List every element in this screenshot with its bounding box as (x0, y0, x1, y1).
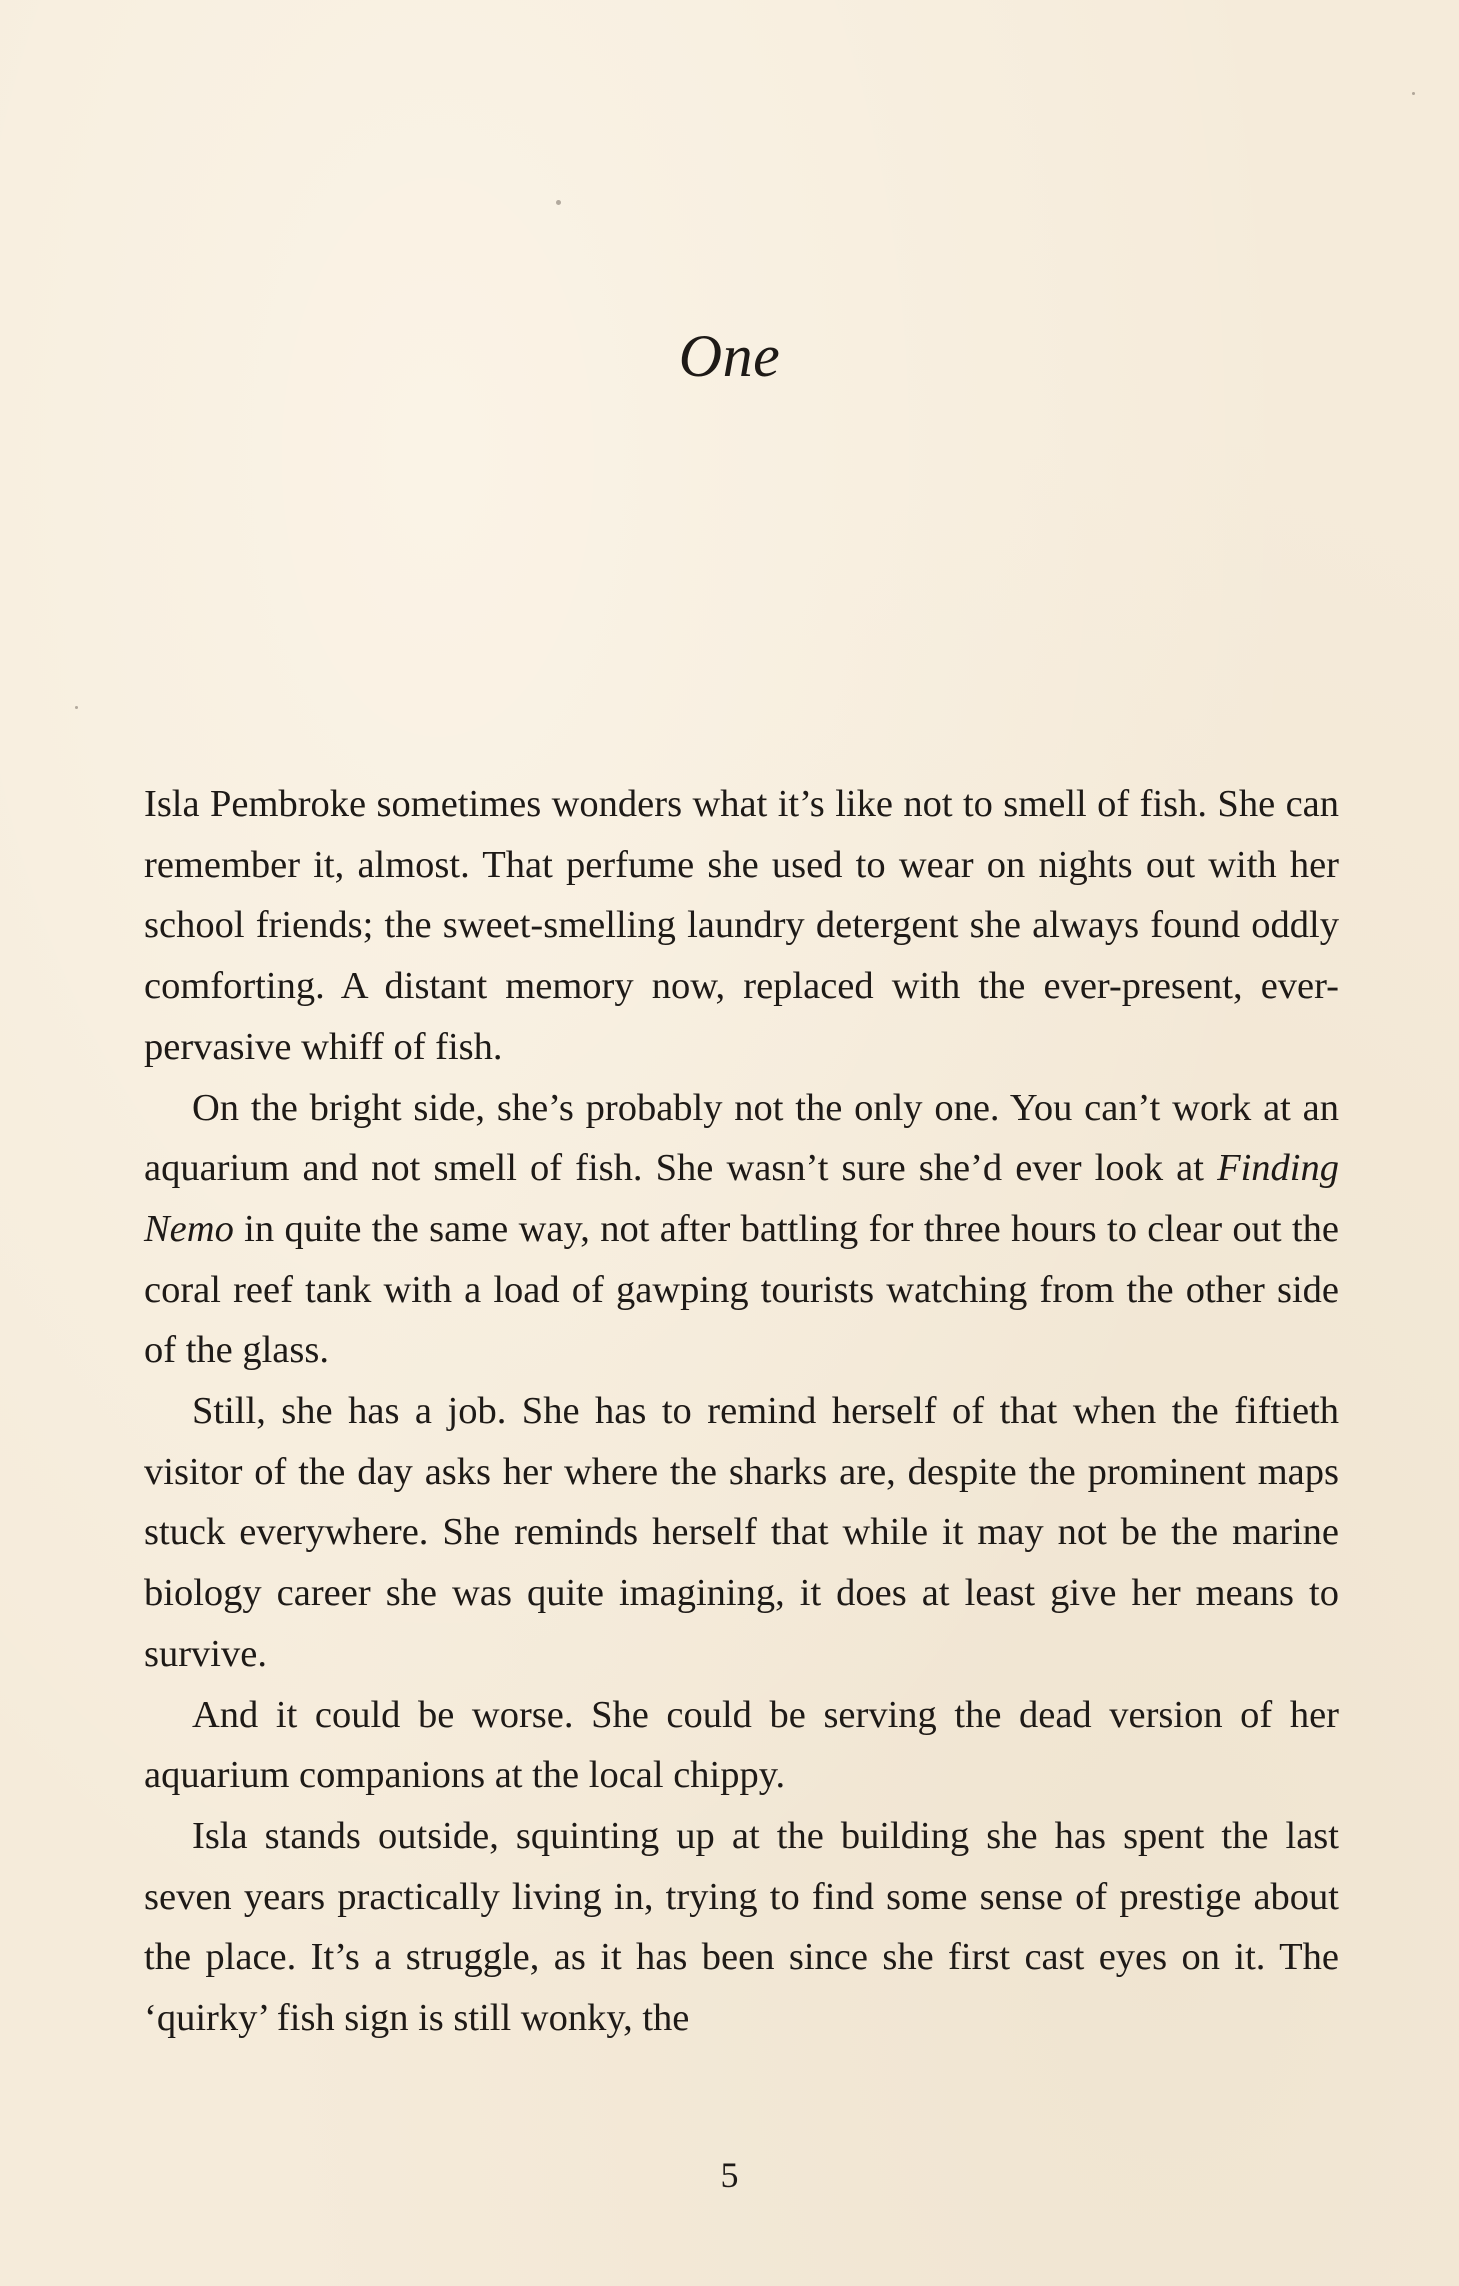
paragraph-5: Isla stands outside, squinting up at the building she has spent the last seven years practically living in, trying to find some sense of prestige about the place. It’s a struggle, as it has been since she first cast eyes on it. The ‘quirky’ fish sign is still wonky, the (144, 1814, 1339, 2040)
paragraph-2-before: On the bright side, she’s probably not the only one. You can’t work at an aquarium and not smell of fish. She wasn’t sure she’d ever look at (144, 1086, 1339, 1190)
paragraph-3: Still, she has a job. She has to remind herself of that when the fiftieth visitor of the day asks her where the sharks are, despite the prominent maps stuck everywhere. She reminds herself that while it may not be the marine biology career she was quite imagining, it does at least give her means to survive. (144, 1390, 1339, 1675)
chapter-title: One (678, 323, 781, 389)
book-title-reference: Finding Nemo (144, 1147, 1339, 1250)
paragraph-1: Isla Pembroke sometimes wonders what it’s like not to smell of fish. She can remember it, almost. That perfume she used to wear on nights out with her school friends; the sweet-smelling laundry detergent she always found oddly comforting. A distant memory now, replaced with the ever-present, ever-pervasive whiff of fish. (144, 783, 1339, 1068)
paragraph-4: And it could be worse. She could be serving the dead version of her aquarium companions at the local chippy. (144, 1693, 1339, 1797)
paragraph-2-after: in quite the same way, not after battling for three hours to clear out the coral reef tank with a load of gawping tourists watching from the other side of the glass. (144, 1207, 1339, 1372)
paper-speck (556, 200, 561, 205)
paper-speck (75, 706, 78, 709)
page-number: 5 (720, 2155, 739, 2195)
paragraph-2 (144, 1078, 1339, 1382)
chapter-body (144, 774, 1339, 2049)
paper-speck (1412, 92, 1415, 95)
